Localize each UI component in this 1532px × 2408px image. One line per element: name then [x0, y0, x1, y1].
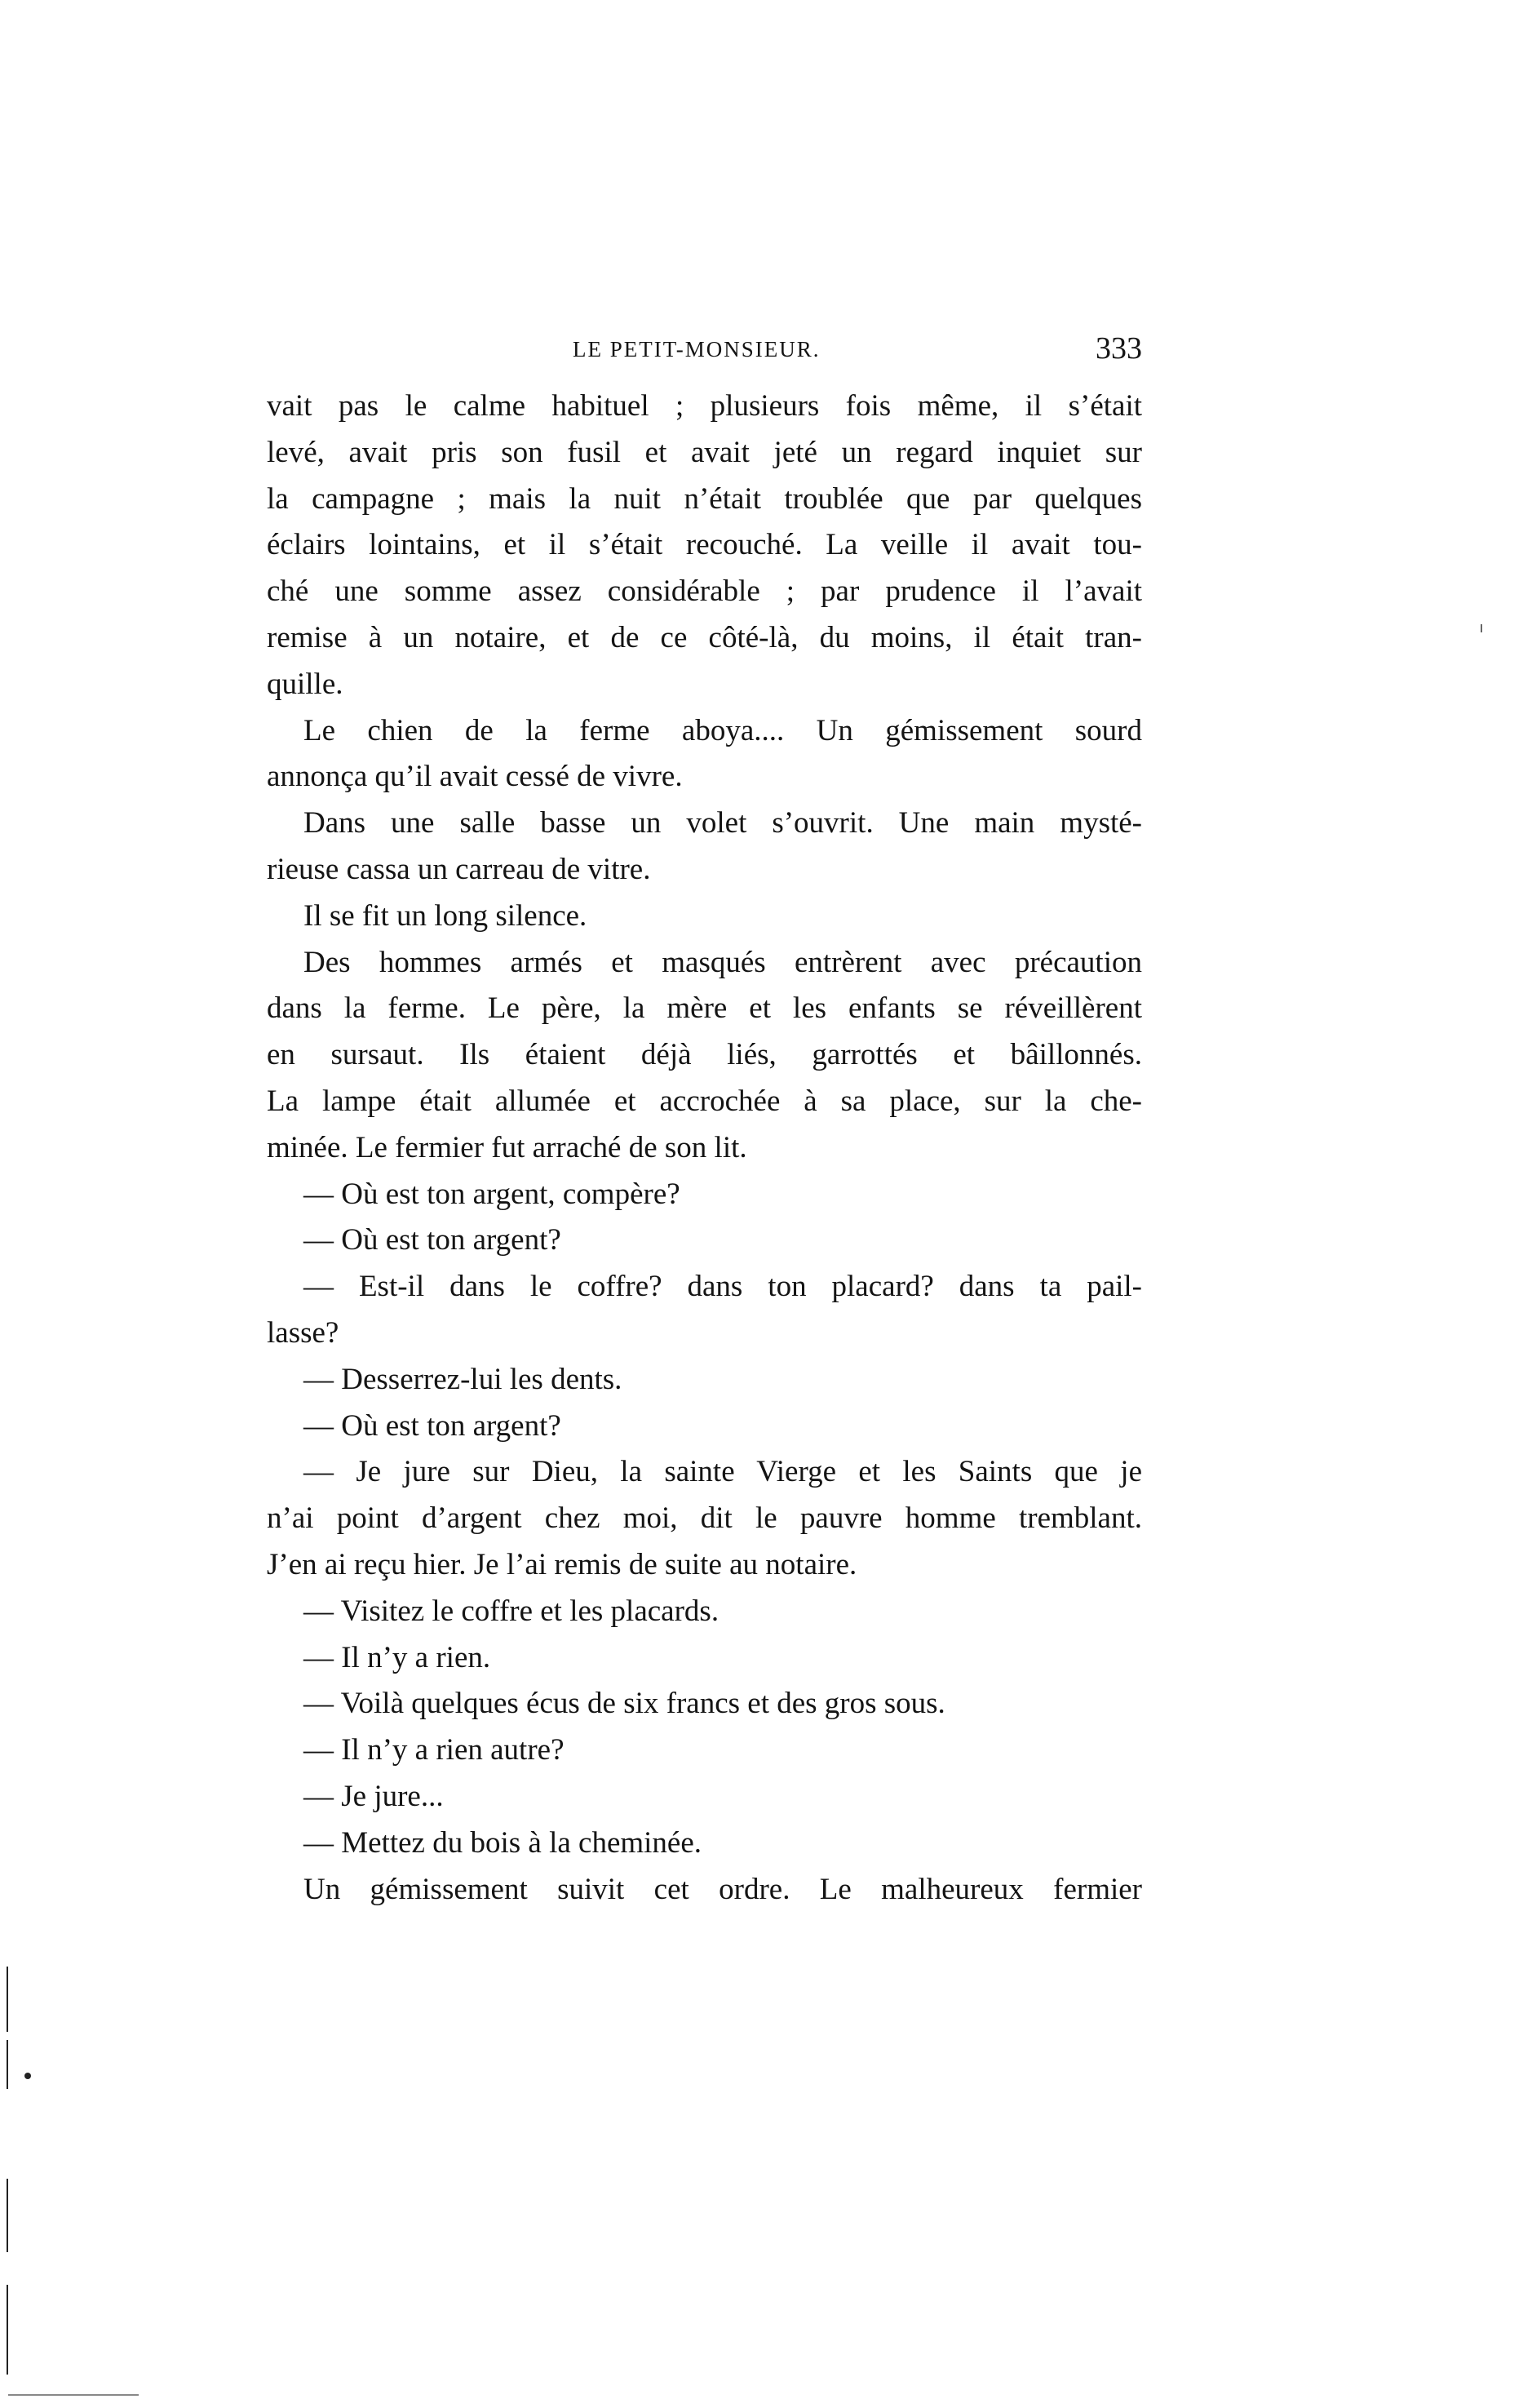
text-line: remise à un notaire, et de ce côté-là, du moins, il était tran-: [267, 620, 1142, 654]
scan-artifact: [7, 2285, 8, 2375]
text-line: annonça qu’il avait cessé de vivre.: [267, 760, 683, 794]
scan-artifact: [7, 2040, 8, 2089]
text-line: J’en ai reçu hier. Je l’ai remis de suite au notaire.: [267, 1547, 857, 1581]
page-number: 333: [1096, 331, 1142, 366]
text-line: La lampe était allumée et accrochée à sa place, sur la che-: [267, 1084, 1142, 1118]
text-line: n’ai point d’argent chez moi, dit le pauvre homme tremblant.: [267, 1501, 1142, 1536]
text-line: Il se fit un long silence.: [303, 898, 587, 933]
text-line: — Desserrez-lui les dents.: [303, 1362, 622, 1396]
text-line: en sursaut. Ils étaient déjà liés, garrottés et bâillonnés.: [267, 1038, 1142, 1072]
scan-artifact: [24, 2073, 31, 2079]
text-line: — Où est ton argent?: [303, 1408, 561, 1443]
text-line: quille.: [267, 667, 343, 701]
text-line: — Il n’y a rien autre?: [303, 1733, 565, 1767]
text-line: — Je jure...: [303, 1779, 444, 1813]
text-line: éclairs lointains, et il s’était recouché. La veille il avait tou-: [267, 528, 1142, 562]
text-line: — Voilà quelques écus de six francs et des gros sous.: [303, 1687, 945, 1721]
text-line: — Je jure sur Dieu, la sainte Vierge et les Saints que je: [303, 1455, 1142, 1489]
scan-artifact: [1481, 624, 1482, 632]
scan-artifact: [8, 2394, 139, 2396]
text-line: levé, avait pris son fusil et avait jeté un regard inquiet sur: [267, 435, 1142, 469]
scan-artifact: [7, 1967, 8, 2032]
text-line: minée. Le fermier fut arraché de son lit.: [267, 1130, 747, 1164]
scan-artifact: [7, 2179, 8, 2252]
text-line: la campagne ; mais la nuit n’était troublée que par quelques: [267, 481, 1142, 516]
text-line: lasse?: [267, 1315, 339, 1350]
text-line: vait pas le calme habituel ; plusieurs fois même, il s’était: [267, 389, 1142, 423]
text-line: — Mettez du bois à la cheminée.: [303, 1825, 702, 1860]
text-line: Des hommes armés et masqués entrèrent avec précaution: [303, 945, 1142, 979]
running-title: LE PETIT-MONSIEUR.: [573, 337, 821, 361]
text-line: Dans une salle basse un volet s’ouvrit. Une main mysté-: [303, 806, 1142, 840]
text-line: — Visitez le coffre et les placards.: [303, 1594, 720, 1628]
text-line: — Où est ton argent, compère?: [303, 1177, 680, 1211]
text-line: ché une somme assez considérable ; par prudence il l’avait: [267, 574, 1142, 609]
text-line: Le chien de la ferme aboya.... Un gémissement sourd: [303, 713, 1142, 747]
text-line: rieuse cassa un carreau de vitre.: [267, 852, 651, 886]
text-line: — Il n’y a rien.: [303, 1640, 491, 1674]
text-line: — Est-il dans le coffre? dans ton placard? dans ta pail-: [303, 1270, 1142, 1304]
text-line: dans la ferme. Le père, la mère et les enfants se réveillèrent: [267, 991, 1142, 1026]
text-line: — Où est ton argent?: [303, 1223, 561, 1257]
text-line: Un gémissement suivit cet ordre. Le malheureux fermier: [303, 1872, 1142, 1906]
page-body: [267, 384, 1142, 1913]
page-header: [267, 330, 1142, 368]
